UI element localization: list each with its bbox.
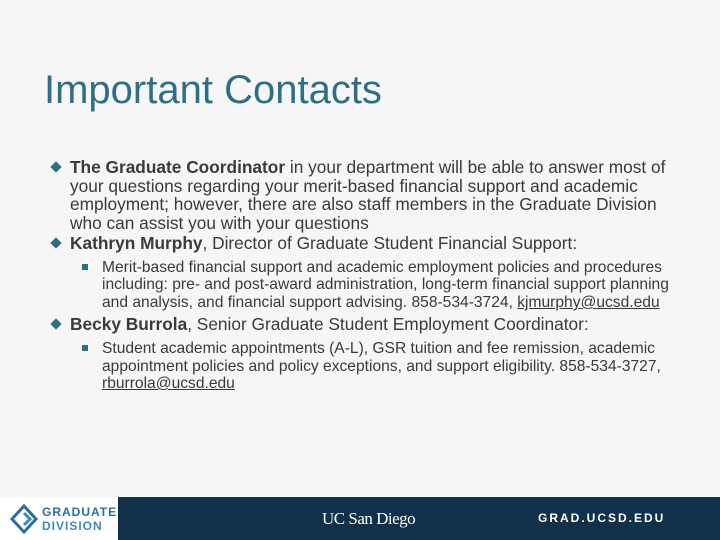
sub-bullet-text: Merit-based financial support and academic employment policies and procedures including: pre- and post-award administration, long-term financial support planning and analysis, and financial support advising. 858-534-3724, [102, 258, 669, 311]
email-link[interactable]: rburrola@ucsd.edu [102, 375, 235, 393]
bullet-text: in your department will be able to answer most of your questions regarding your merit-based financial support and academic employment; however, there are also staff members in the Graduate Division who can assist you with your questions [70, 157, 666, 233]
diamond-bullet-icon [50, 319, 61, 330]
graduate-division-logo [0, 497, 118, 540]
contact-list [52, 158, 692, 393]
bullet-kathryn-murphy [52, 234, 692, 253]
square-bullet-icon [82, 264, 88, 270]
contact-name: Becky Burrola [70, 314, 188, 335]
contact-name: Kathryn Murphy [70, 233, 203, 254]
page-title: Important Contacts [44, 68, 382, 112]
email-link[interactable]: kjmurphy@ucsd.edu [517, 293, 660, 311]
bullet-becky-burrola [52, 315, 692, 334]
sub-bullet-text: Student academic appointments (A-L), GSR tuition and fee remission, academic appointment policies and policy exceptions, and support eligibility. 858-534-3727, [102, 340, 661, 375]
uc-san-diego-wordmark: UC San Diego [322, 509, 416, 528]
footer-bar [0, 497, 720, 540]
contact-role: , Senior Graduate Student Employment Coordinator: [187, 314, 589, 335]
graduate-division-logo-icon [9, 504, 39, 534]
logo-line-2: DIVISION [42, 519, 103, 533]
contact-role: , Director of Graduate Student Financial Support: [202, 233, 578, 254]
sub-bullet-kathryn-murphy [52, 259, 692, 312]
sub-bullet-becky-burrola [52, 340, 692, 393]
footer-url: GRAD.UCSD.EDU [538, 511, 666, 525]
logo-text [42, 505, 117, 533]
bullet-bold-text: The Graduate Coordinator [70, 157, 286, 177]
diamond-bullet-icon [50, 161, 61, 172]
diamond-bullet-icon [50, 238, 61, 249]
bullet-graduate-coordinator [52, 158, 692, 232]
logo-line-1: GRADUATE [42, 505, 118, 519]
square-bullet-icon [82, 345, 88, 351]
